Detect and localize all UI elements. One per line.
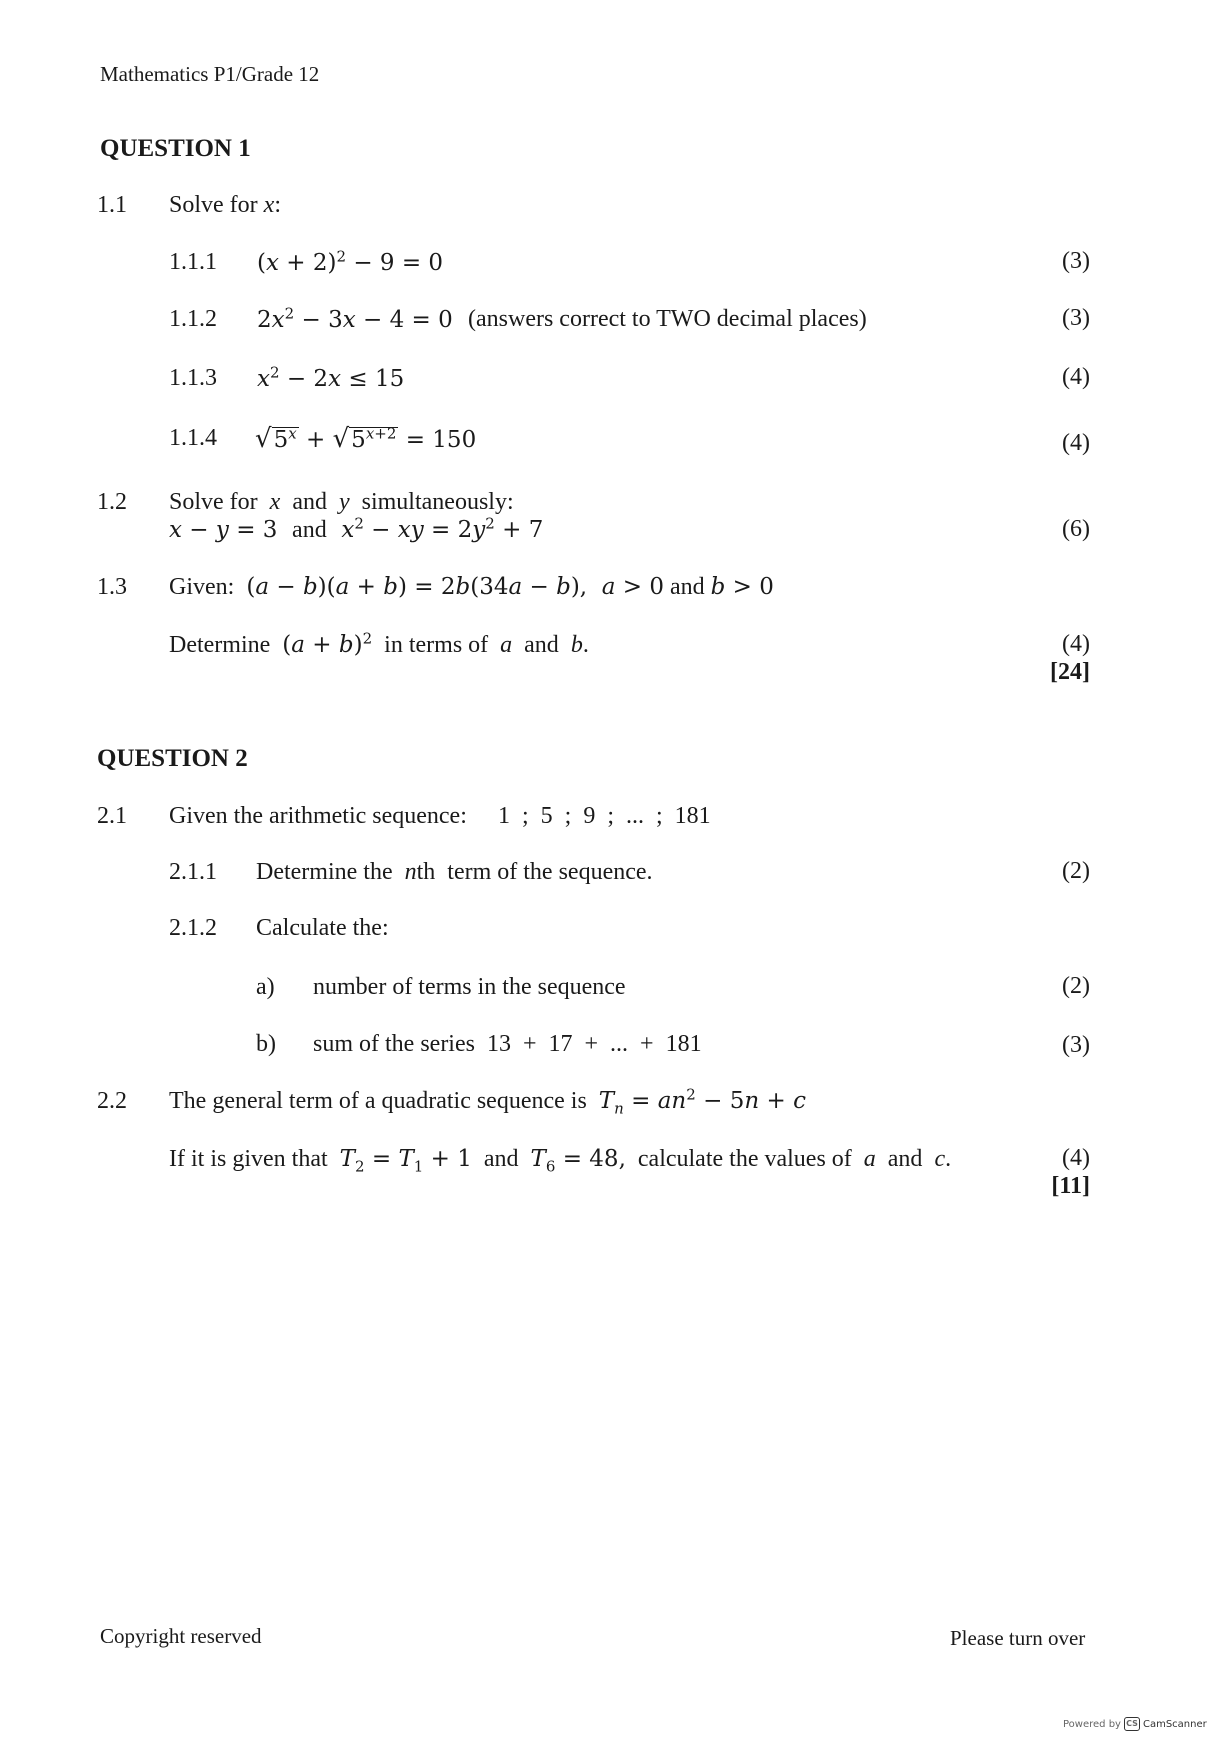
- q1-1-1-mark: (3): [1062, 248, 1090, 274]
- q1-3-given: Given: (a − b)(a + b) = 2b(34a − b), a > 0 and b > 0: [169, 574, 774, 600]
- q2-1-1-mark: (2): [1062, 858, 1090, 884]
- q2-1-number: 2.1: [97, 803, 127, 829]
- page-header: Mathematics P1/Grade 12: [100, 62, 320, 86]
- q1-1-3-mark: (4): [1062, 364, 1090, 390]
- q2-1-2-a-text: number of terms in the sequence: [313, 974, 626, 1000]
- q1-2-equations: x − y = 3 and $x^2$ − xy = $2y^2 + 7$: [169, 514, 544, 543]
- q1-1-2-note: (answers correct to TWO decimal places): [468, 306, 867, 332]
- q2-1-2-b-mark: (3): [1062, 1032, 1090, 1058]
- question-2-title: QUESTION 2: [97, 745, 248, 772]
- camscanner-logo-icon: CS: [1124, 1717, 1140, 1731]
- q1-1-3-number: 1.1.3: [169, 365, 217, 391]
- camscanner-watermark: Powered by CS CamScanner: [1063, 1719, 1207, 1730]
- q2-2-mark: (4): [1062, 1145, 1090, 1171]
- q1-1-1-number: 1.1.1: [169, 249, 217, 275]
- q1-1-4-equation: $√5^x + √5^{x+2} = 150$: [255, 424, 477, 454]
- q1-total: [24]: [1050, 659, 1090, 685]
- q1-1-1-equation: $(x + 2)^2 - 9 = 0$: [257, 247, 444, 276]
- footer-turn-over: Please turn over: [950, 1626, 1086, 1650]
- q1-1-4-mark: (4): [1062, 430, 1090, 456]
- q2-2-number: 2.2: [97, 1088, 127, 1114]
- q2-1-1-text: Determine the nth term of the sequence.: [256, 859, 653, 885]
- q2-1-2-text: Calculate the:: [256, 915, 389, 941]
- q1-2-text: Solve for x and y simultaneously:: [169, 489, 514, 515]
- q2-1-2-a-label: a): [256, 974, 275, 1000]
- footer-copyright: Copyright reserved: [100, 1624, 262, 1648]
- q2-1-sequence: 1 ; 5 ; 9 ; ... ; 181: [498, 803, 711, 829]
- q1-1-2-equation: $2x^2 - 3x - 4 = 0$: [257, 304, 453, 333]
- q1-1-3-inequality: $x^2 - 2x \le 15$: [257, 363, 405, 392]
- q2-1-2-b-text: sum of the series 13 + 17 + ... + 181: [313, 1031, 702, 1057]
- q1-2-number: 1.2: [97, 489, 127, 515]
- q2-1-2-number: 2.1.2: [169, 915, 217, 941]
- q1-1-number: 1.1: [97, 192, 127, 218]
- q2-1-2-a-mark: (2): [1062, 973, 1090, 999]
- q1-2-mark: (6): [1062, 516, 1090, 542]
- q1-3-determine: Determine $(a + b)^2$ in terms of a and b.: [169, 629, 589, 658]
- q2-2-given: If it is given that $T_2 = T_1 + 1$ and $T_6 = 48$, calculate the values of a and c.: [169, 1146, 952, 1176]
- q1-1-2-number: 1.1.2: [169, 306, 217, 332]
- q2-1-1-number: 2.1.1: [169, 859, 217, 885]
- q2-1-text: Given the arithmetic sequence:: [169, 803, 467, 829]
- q2-1-2-b-label: b): [256, 1031, 276, 1057]
- question-1-title: QUESTION 1: [100, 135, 251, 162]
- q1-3-mark: (4): [1062, 631, 1090, 657]
- q1-3-number: 1.3: [97, 574, 127, 600]
- q1-1-4-number: 1.1.4: [169, 425, 217, 451]
- q2-total: [11]: [1051, 1173, 1090, 1199]
- q1-1-2-mark: (3): [1062, 305, 1090, 331]
- q2-2-text: The general term of a quadratic sequence is $T_n = an^2 - 5n + c$: [169, 1085, 806, 1118]
- q1-1-text: Solve for x:: [169, 192, 281, 218]
